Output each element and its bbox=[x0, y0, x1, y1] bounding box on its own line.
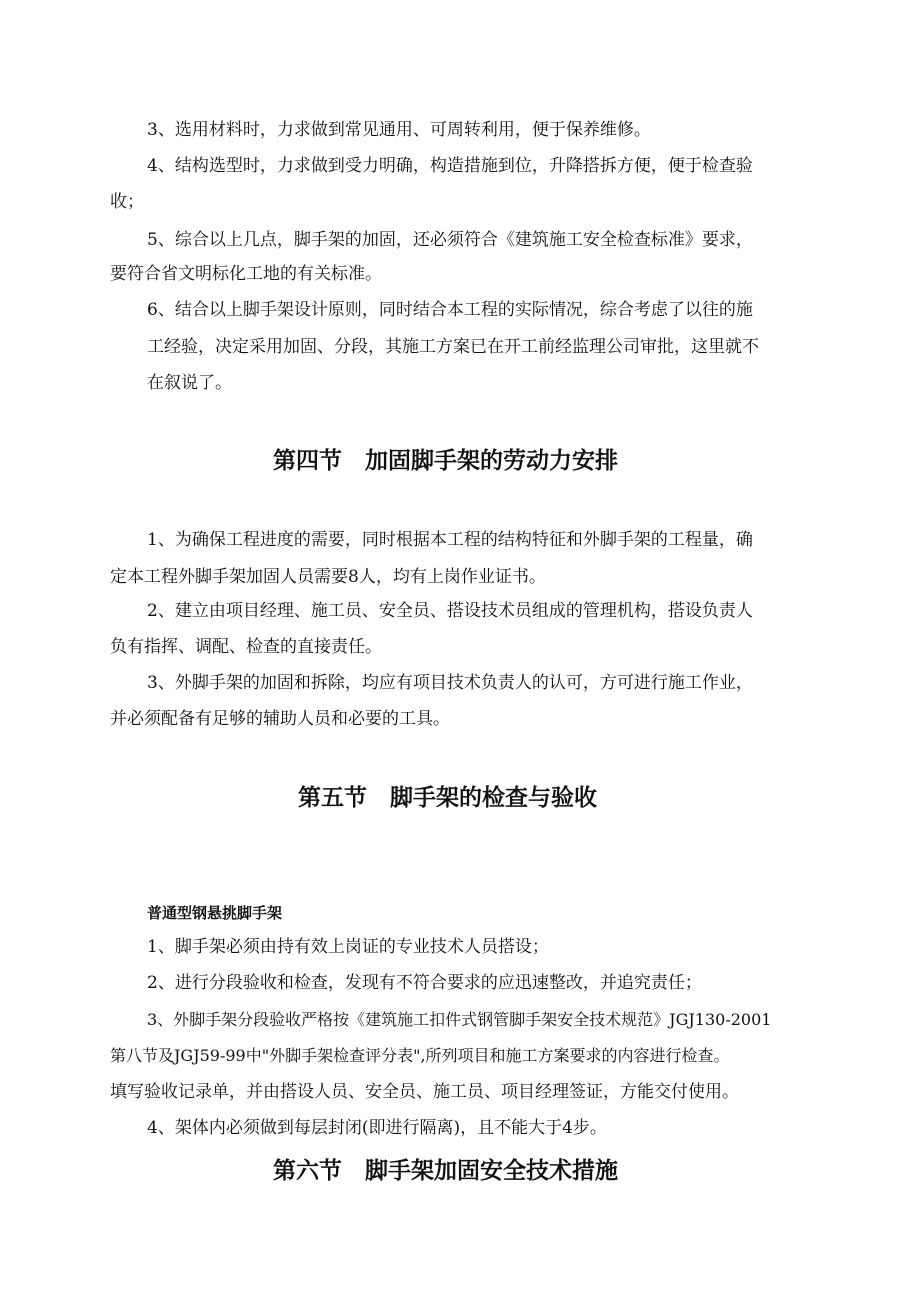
s3-item2-line1: 4、结构选型时，力求做到受力明确，构造措施到位，升降搭拆方便，便于检查验 bbox=[147, 156, 753, 176]
s5-item3-line2: 第八节及JGJ59-99中"外脚手架检查评分表",所列项目和施工方案要求的内容进行检查。 bbox=[110, 1046, 730, 1065]
s4-item1-line1: 1、为确保工程进度的需要，同时根据本工程的结构特征和外脚手架的工程量，确 bbox=[147, 530, 753, 550]
subheading-steel-cantilever-scaffold: 普通型钢悬挑脚手架 bbox=[147, 904, 283, 922]
s4-item1-line2: 定本工程外脚手架加固人员需要8人，均有上岗作业证书。 bbox=[110, 567, 546, 587]
s5-item3-line3: 填写验收记录单，并由搭设人员、安全员、施工员、项目经理签证，方能交付使用。 bbox=[110, 1082, 739, 1102]
s4-item2-line2: 负有指挥、调配、检查的直接责任。 bbox=[110, 637, 382, 657]
s3-item3-line2: 要符合省文明标化工地的有关标准。 bbox=[110, 264, 382, 284]
s5-item3-line1: 3、外脚手架分段验收严格按《建筑施工扣件式钢管脚手架安全技术规范》JGJ130-2001 bbox=[147, 1010, 772, 1029]
heading-section-4: 第四节 加固脚手架的劳动力安排 bbox=[273, 448, 618, 474]
s4-item3-line2: 并必须配备有足够的辅助人员和必要的工具。 bbox=[110, 709, 450, 729]
s3-item1-line1: 3、选用材料时，力求做到常见通用、可周转利用，便于保养维修。 bbox=[147, 120, 651, 140]
s3-item2-line2: 收； bbox=[110, 192, 144, 212]
s3-item4-line3: 在叙说了。 bbox=[147, 373, 232, 393]
s3-item3-line1: 5、综合以上几点，脚手架的加固，还必须符合《建筑施工安全检查标准》要求， bbox=[147, 230, 753, 250]
heading-section-5: 第五节 脚手架的检查与验收 bbox=[298, 785, 597, 811]
s5-item1-line1: 1、脚手架必须由持有效上岗证的专业技术人员搭设； bbox=[147, 937, 549, 957]
s3-item4-line1: 6、结合以上脚手架设计原则，同时结合本工程的实际情况，综合考虑了以往的施 bbox=[147, 300, 753, 320]
s3-item4-line2: 工经验，决定采用加固、分段，其施工方案已在开工前经监理公司审批，这里就不 bbox=[147, 337, 759, 357]
s4-item2-line1: 2、建立由项目经理、施工员、安全员、搭设技术员组成的管理机构，搭设负责人 bbox=[147, 601, 753, 621]
s5-item2-line1: 2、进行分段验收和检查，发现有不符合要求的应迅速整改，并追究责任； bbox=[147, 973, 702, 993]
s4-item3-line1: 3、外脚手架的加固和拆除，均应有项目技术负责人的认可，方可进行施工作业， bbox=[147, 673, 753, 693]
s5-item4-line1: 4、架体内必须做到每层封闭(即进行隔离)，且不能大于4步。 bbox=[147, 1118, 607, 1138]
heading-section-6: 第六节 脚手架加固安全技术措施 bbox=[273, 1158, 618, 1184]
